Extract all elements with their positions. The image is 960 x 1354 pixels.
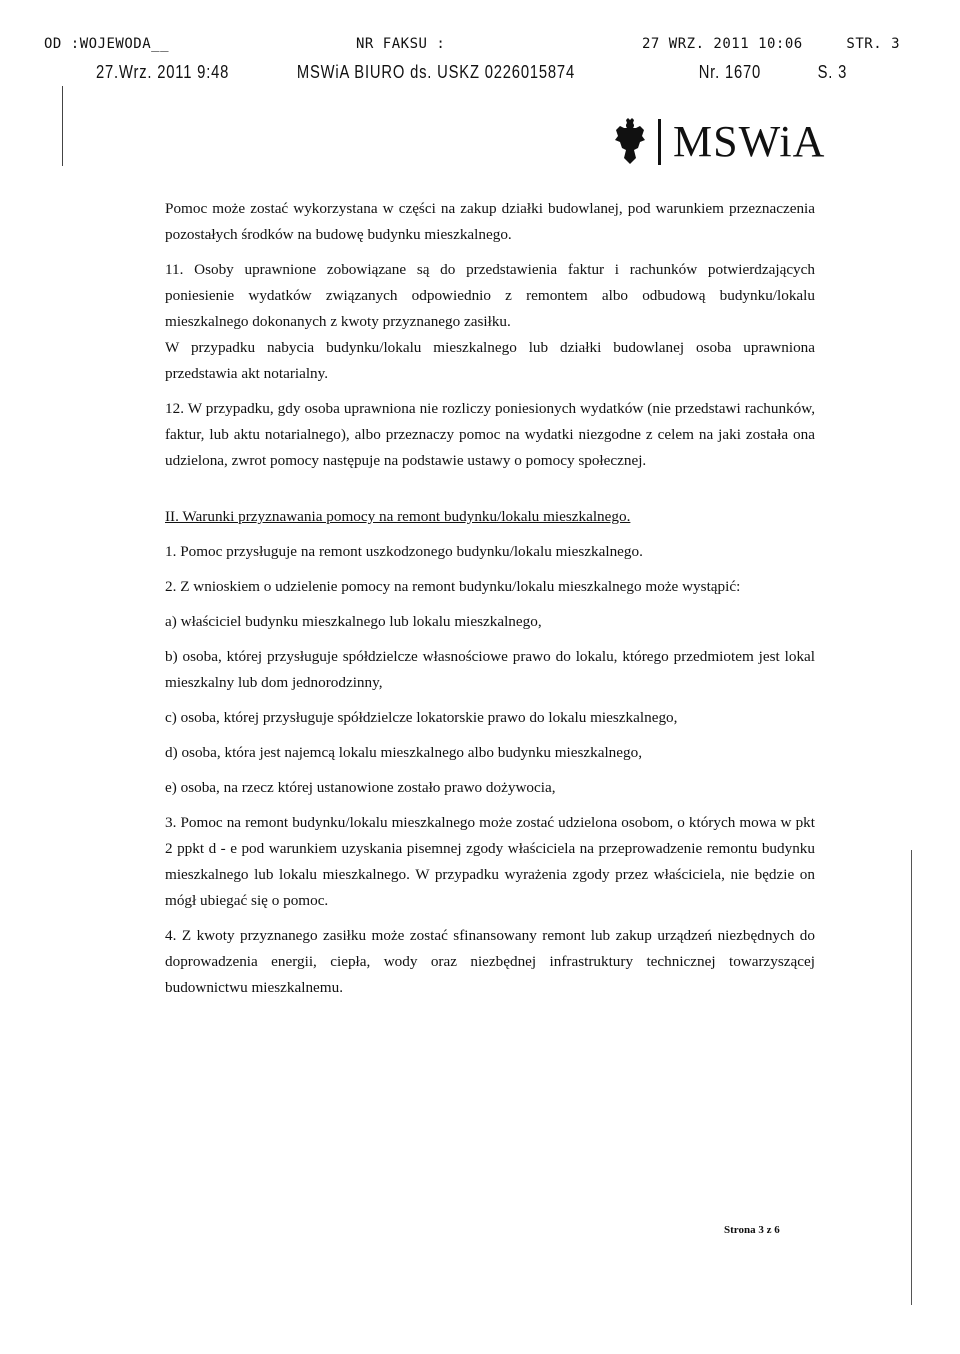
sub-item-e: e) osoba, na rzecz której ustanowione zostało prawo dożywocia, [165,779,556,796]
fax-page: STR. 3 [846,36,900,52]
fax-transmission-line [96,62,848,86]
sub-item-b: b) osoba, której przysługuje spółdzielcze własnościowe prawo do lokalu, którego przedmiotem jest lokal mieszkalny lub dom jednorodzinny, [165,648,815,691]
right-edge-line [911,850,912,1305]
sub-item-d: d) osoba, która jest najemcą lokalu mieszkalnego albo budynku mieszkalnego, [165,744,643,761]
fax-from: OD :WOJEWODA__ [44,36,170,52]
list-item-2: 2. Z wnioskiem o udzielenie pomocy na remont budynku/lokalu mieszkalnego może wystąpić: [165,578,741,595]
fax-line-date: 27.Wrz. 2011 9:48 [96,62,230,82]
ministry-logo [612,112,825,172]
sub-item-c: c) osoba, której przysługuje spółdzielcze lokatorskie prawo do lokalu mieszkalnego, [165,709,678,726]
fax-line-number: Nr. 1670 [698,62,762,82]
paragraph-plot-purchase: Pomoc może zostać wykorzystana w części na zakup działki budowlanej, pod warunkiem przeznaczenia pozostałych środków na budowę budynku mieszkalnego. [165,200,815,243]
logo-divider [658,119,661,165]
fax-number-label: NR FAKSU : [356,36,446,52]
logo-text: MSWiA [673,117,826,166]
fax-datetime: 27 WRZ. 2011 10:06 [642,36,803,52]
paragraph-11: 11. Osoby uprawnione zobowiązane są do przedstawienia faktur i rachunków potwierdzających poniesienie wydatków związanych odpowiednio z remontem albo odbudową budynku/lokalu mieszkalnego dokonanych z kwoty przyznanego zasiłku. [165,261,815,330]
fax-header [44,36,900,56]
section-heading: II. Warunki przyznawania pomocy na remont budynku/lokalu mieszkalnego. [165,508,631,525]
fax-line-page: S. 3 [817,62,848,82]
sub-item-a: a) właściciel budynku mieszkalnego lub lokalu mieszkalnego, [165,613,542,630]
list-item-3: 3. Pomoc na remont budynku/lokalu mieszkalnego może zostać udzielona osobom, o których mowa w pkt 2 ppkt d - e pod warunkiem uzyskania pisemnej zgody właściciela na przeprowadzenie remontu budynku mieszkalnego lub lokalu mieszkalnego. W przypadku wyrażenia zgody przez właściciela, nie będzie on mógł ubiegać się o pomoc. [165,814,815,909]
list-item-4: 4. Z kwoty przyznanego zasiłku może zostać sfinansowany remont lub zakup urządzeń niezbędnych do doprowadzenia energii, ciepła, wody oraz niezbędnej infrastruktury technicznej towarzyszącej budownictwu mieszkalnemu. [165,927,815,996]
list-item-1: 1. Pomoc przysługuje na remont uszkodzonego budynku/lokalu mieszkalnego. [165,543,643,560]
page-number: Strona 3 z 6 [724,1224,780,1236]
eagle-emblem-icon [612,118,648,166]
paragraph-12: 12. W przypadku, gdy osoba uprawniona nie rozliczy poniesionych wydatków (nie przedstawi rachunków, faktur, lub aktu notarialnego), albo przeznaczy pomoc na wydatki niezgodne z celem na jaki została ona udzielona, zwrot pomocy następuje na podstawie ustawy o pomocy społecznej. [165,400,815,469]
left-margin-line [62,86,63,166]
paragraph-notarial-deed: W przypadku nabycia budynku/lokalu mieszkalnego lub działki budowlanej osoba uprawniona przedstawia akt notarialny. [165,339,815,382]
document-body [165,196,815,1001]
fax-line-sender: MSWiA BIURO ds. USKZ 0226015874 [296,62,575,82]
